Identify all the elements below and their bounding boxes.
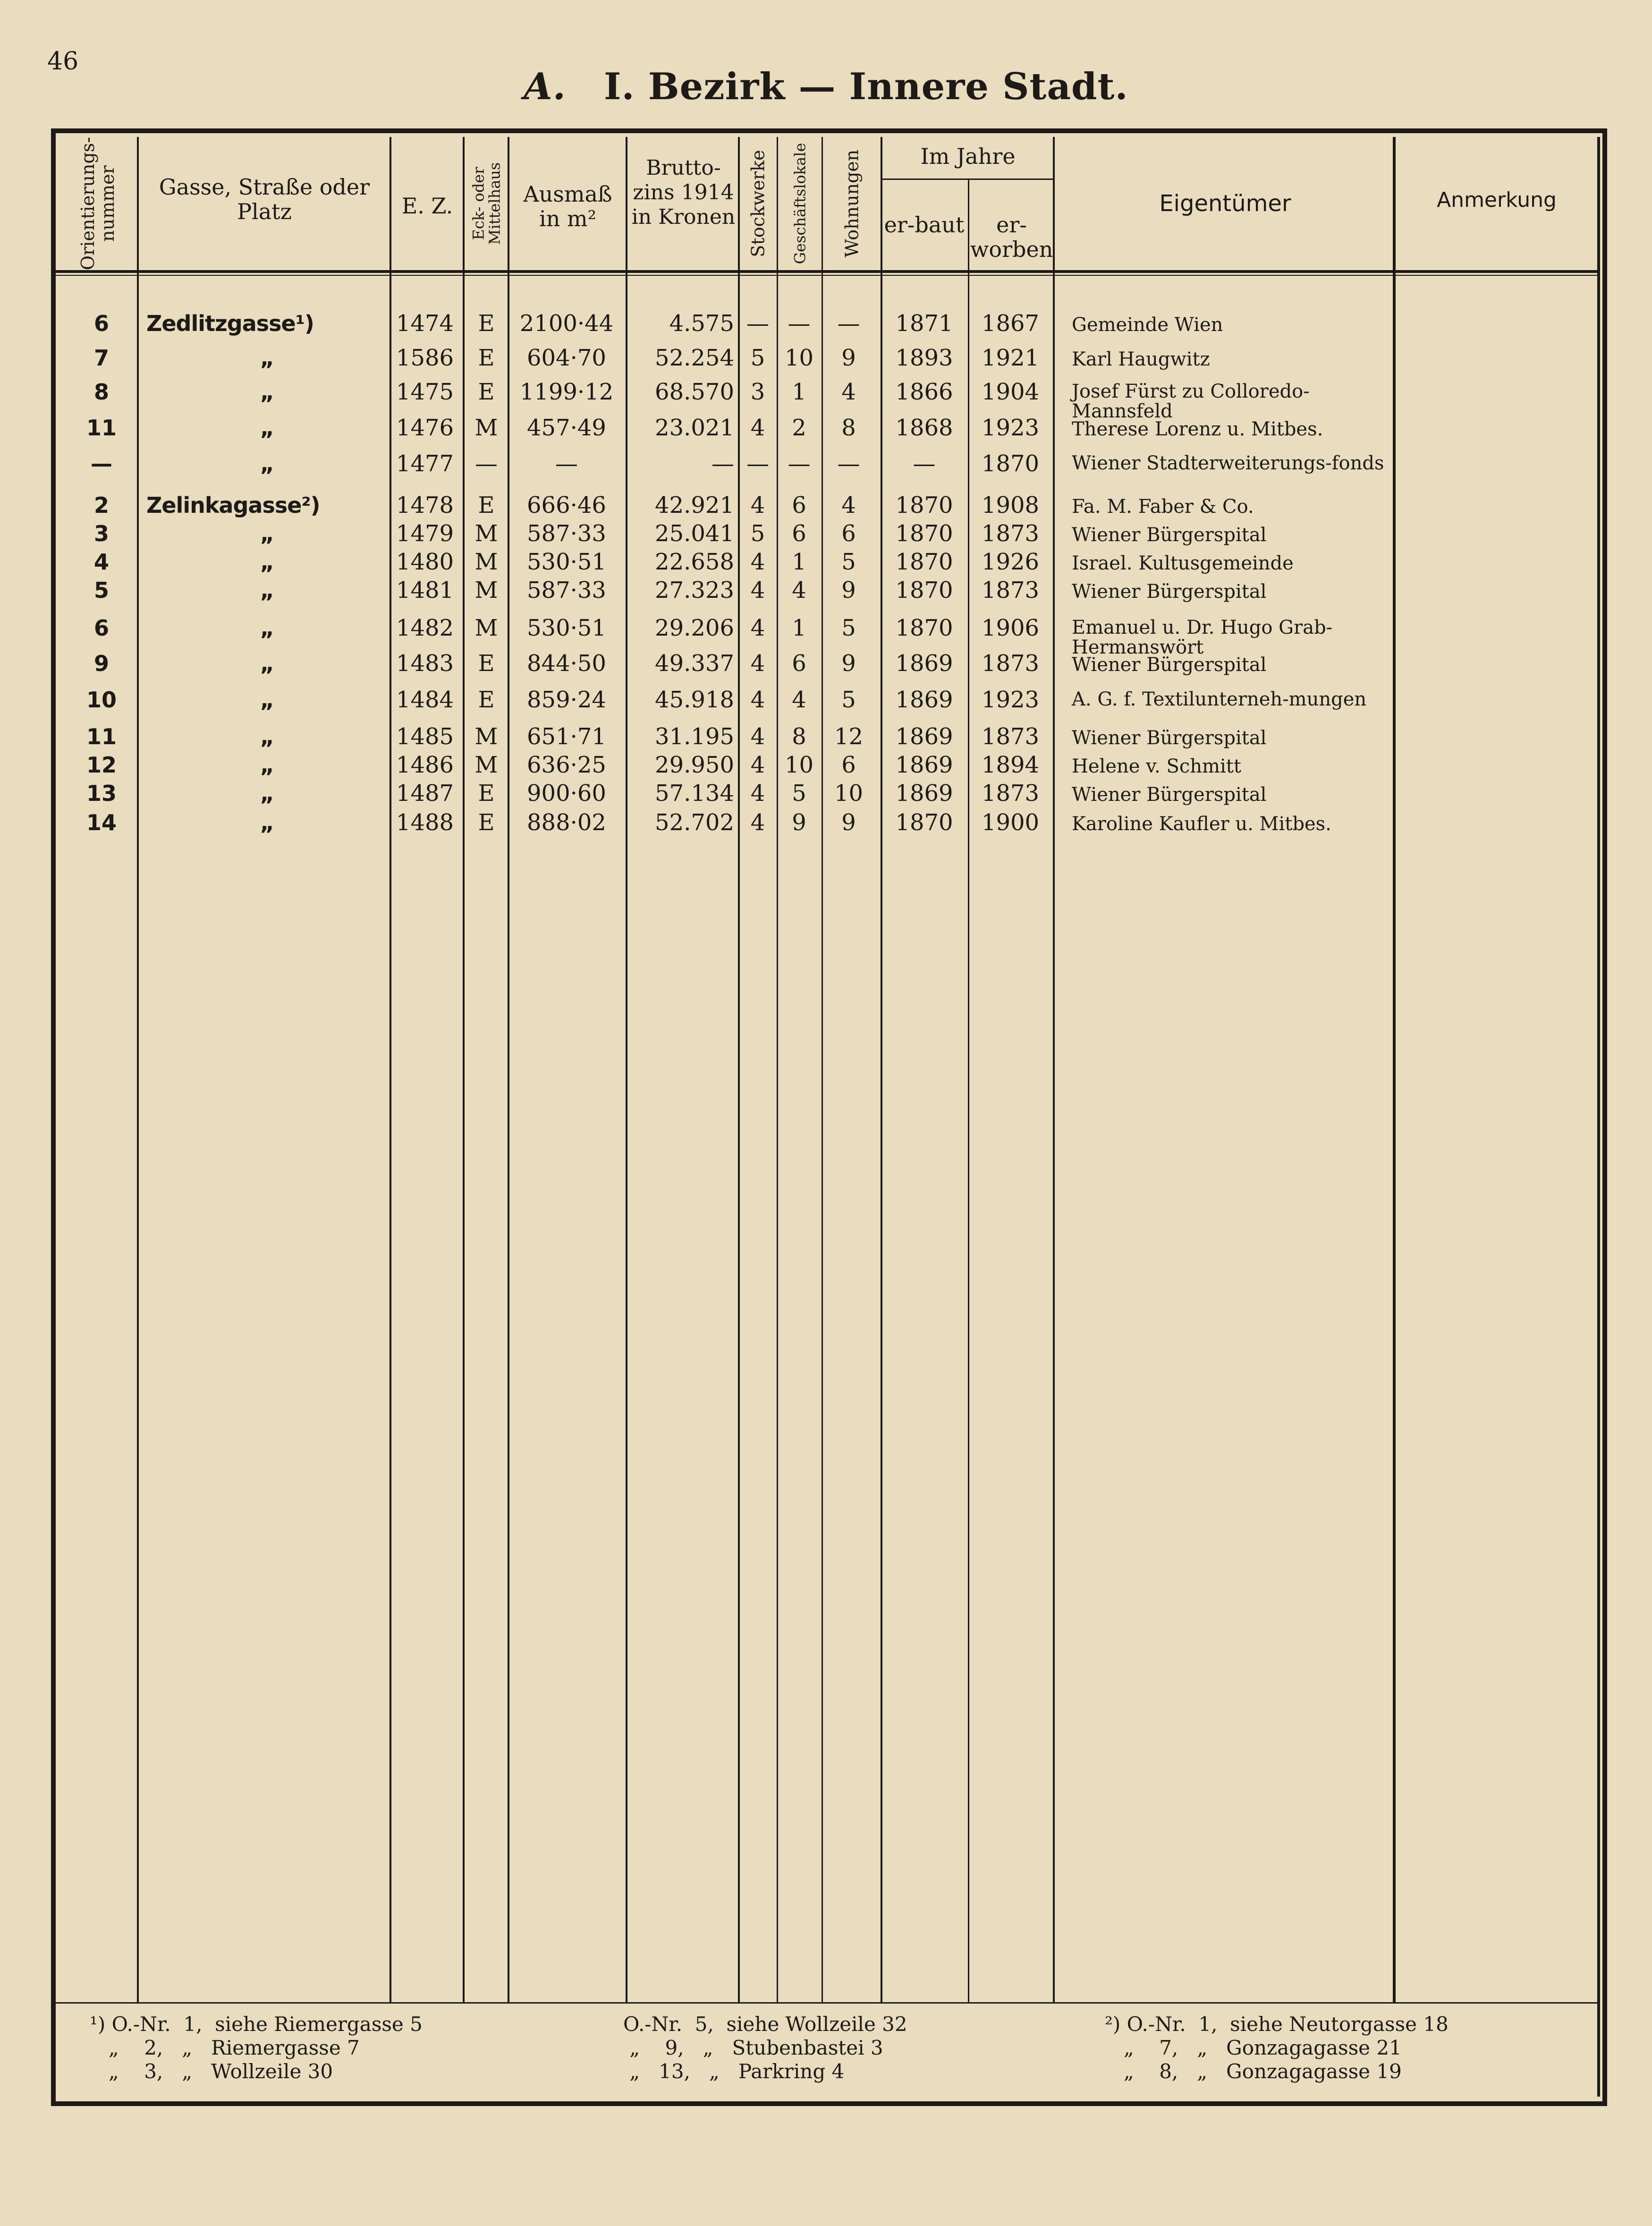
header-stockwerke: Stockwerke <box>748 150 769 257</box>
cell-erworben: 1926 <box>981 549 1040 575</box>
cell-eigentuemer: Karoline Kaufler u. Mitbes. <box>1072 813 1331 835</box>
footnote-col-3 <box>1105 2013 1449 2083</box>
cell-nr: 11 <box>86 415 117 441</box>
cell-stock: 5 <box>750 345 765 371</box>
cell-gesch: 8 <box>792 723 806 750</box>
cell-eigentuemer: Emanuel u. Dr. Hugo Grab-Hermanswört <box>1072 617 1333 658</box>
cell-zins: 31.195 <box>655 723 734 750</box>
cell-zins: 49.337 <box>655 650 734 677</box>
cell-wohn: 4 <box>841 492 856 518</box>
cell-ausmass: 604·70 <box>527 345 606 371</box>
cell-erworben: 1873 <box>981 780 1040 807</box>
cell-nr: 10 <box>86 687 117 713</box>
cell-ez: 1475 <box>396 379 454 405</box>
cell-erworben: 1904 <box>981 379 1040 405</box>
cell-ausmass: 859·24 <box>527 687 606 713</box>
cell-wohn: 4 <box>841 379 856 405</box>
table-row <box>0 414 1652 442</box>
cell-erbaut: 1869 <box>895 650 953 677</box>
cell-zins: 42.921 <box>655 492 734 518</box>
table-row <box>0 309 1652 338</box>
cell-nr: 7 <box>93 345 109 371</box>
cell-nr: 8 <box>93 379 109 405</box>
cell-eigentuemer: Wiener Stadterweiterungs-fonds <box>1072 452 1384 474</box>
cell-eigentuemer: Josef Fürst zu Colloredo-Mannsfeld <box>1072 381 1310 422</box>
cell-erworben: 1894 <box>981 752 1040 778</box>
cell-wohn: 5 <box>841 549 856 575</box>
cell-ez: 1481 <box>396 577 454 603</box>
cell-stock: 4 <box>750 577 765 603</box>
cell-stock: 4 <box>750 650 765 677</box>
cell-ausmass: 457·49 <box>527 415 606 441</box>
cell-ez: 1480 <box>396 549 454 575</box>
cell-erbaut: 1871 <box>895 310 953 337</box>
cell-ausmass: 666·46 <box>527 492 606 518</box>
footnote-col-2 <box>623 2013 907 2083</box>
cell-gesch: 10 <box>784 345 814 371</box>
table-row <box>0 378 1652 422</box>
cell-em: E <box>478 809 495 836</box>
footnote-line: „ 13, „ Parkring 4 <box>623 2060 845 2083</box>
cell-em: M <box>474 615 498 641</box>
cell-eigentuemer: Gemeinde Wien <box>1072 314 1223 336</box>
cell-erworben: 1900 <box>981 809 1040 836</box>
cell-stock: 3 <box>750 379 765 405</box>
cell-eigentuemer: Helene v. Schmitt <box>1072 756 1241 777</box>
header-im-jahre: Im Jahre <box>920 144 1016 169</box>
table-row <box>0 779 1652 807</box>
cell-eigentuemer: Wiener Bürgerspital <box>1072 524 1267 546</box>
cell-gesch: 6 <box>792 492 806 518</box>
cell-erbaut: 1870 <box>895 809 953 836</box>
cell-zins: 4.575 <box>669 310 734 337</box>
footnote-line: ²) O.-Nr. 1, siehe Neutorgasse 18 <box>1105 2013 1449 2036</box>
cell-ausmass: 587·33 <box>527 520 606 547</box>
cell-em: M <box>474 752 498 778</box>
cell-wohn: 6 <box>841 752 856 778</box>
cell-erbaut: 1893 <box>895 345 953 371</box>
cell-em: E <box>478 345 495 371</box>
cell-erbaut: 1870 <box>895 492 953 518</box>
cell-gesch: — <box>788 450 811 477</box>
header-orientierungsnummer: Orientierungs- nummer <box>77 136 119 271</box>
cell-erworben: 1908 <box>981 492 1040 518</box>
cell-nr: 13 <box>86 781 117 806</box>
cell-gesch: 2 <box>792 415 806 441</box>
cell-erbaut: — <box>913 450 936 477</box>
cell-wohn: 5 <box>841 615 856 641</box>
table-row <box>0 722 1652 751</box>
header-bruttozins: Brutto-zins 1914 in Kronen <box>631 156 736 229</box>
footnote-line: „ 9, „ Stubenbastei 3 <box>623 2036 883 2059</box>
cell-erbaut: 1870 <box>895 615 953 641</box>
cell-wohn: 12 <box>834 723 864 750</box>
cell-eigentuemer: Karl Haugwitz <box>1072 348 1210 370</box>
im-jahre-rule <box>881 178 1053 180</box>
cell-erbaut: 1869 <box>895 723 953 750</box>
cell-eigentuemer: Therese Lorenz u. Mitbes. <box>1072 418 1323 440</box>
cell-em: E <box>478 780 495 807</box>
table-row <box>0 576 1652 604</box>
cell-eigentuemer: Israel. Kultusgemeinde <box>1072 552 1294 574</box>
header-anmerkung: Anmerkung <box>1437 188 1557 212</box>
cell-erworben: 1873 <box>981 520 1040 547</box>
cell-zins: 52.702 <box>655 809 734 836</box>
cell-stock: — <box>746 450 769 477</box>
cell-stock: 4 <box>750 492 765 518</box>
cell-gasse: „ <box>260 651 274 676</box>
cell-gasse: „ <box>260 451 274 476</box>
cell-ausmass: — <box>555 450 578 477</box>
cell-gasse: „ <box>260 578 274 603</box>
cell-gesch: 6 <box>792 650 806 677</box>
cell-stock: — <box>746 310 769 337</box>
cell-erworben: 1923 <box>981 687 1040 713</box>
cell-nr: 2 <box>93 493 109 518</box>
cell-zins: 45.918 <box>655 687 734 713</box>
cell-erworben: 1923 <box>981 415 1040 441</box>
cell-zins: 22.658 <box>655 549 734 575</box>
cell-ausmass: 530·51 <box>527 615 606 641</box>
cell-ez: 1478 <box>396 492 454 518</box>
cell-ez: 1476 <box>396 415 454 441</box>
cell-ez: 1485 <box>396 723 454 750</box>
cell-gasse: „ <box>260 549 274 575</box>
footnote-line: „ 8, „ Gonzagagasse 19 <box>1105 2060 1402 2083</box>
cell-erbaut: 1870 <box>895 549 953 575</box>
cell-gesch: 4 <box>792 687 806 713</box>
table-row <box>0 344 1652 372</box>
cell-stock: 4 <box>750 615 765 641</box>
cell-eigentuemer: Wiener Bürgerspital <box>1072 654 1267 676</box>
header-eck-mittelhaus: Eck- oder Mittelhaus <box>469 162 504 245</box>
cell-nr: 4 <box>93 549 109 575</box>
cell-stock: 4 <box>750 687 765 713</box>
cell-wohn: — <box>837 450 860 477</box>
cell-wohn: 9 <box>841 809 856 836</box>
footnote-line: ¹) O.-Nr. 1, siehe Riemergasse 5 <box>90 2013 423 2036</box>
cell-zins: 25.041 <box>655 520 734 547</box>
cell-zins: 29.950 <box>655 752 734 778</box>
cell-zins: 68.570 <box>655 379 734 405</box>
cell-nr: 6 <box>93 615 109 641</box>
cell-eigentuemer: Wiener Bürgerspital <box>1072 784 1267 806</box>
cell-erbaut: 1869 <box>895 752 953 778</box>
cell-em: M <box>474 520 498 547</box>
cell-zins: 57.134 <box>655 780 734 807</box>
cell-erworben: 1873 <box>981 577 1040 603</box>
cell-zins: 27.323 <box>655 577 734 603</box>
table-row <box>0 548 1652 576</box>
header-rule-thin <box>56 275 1598 276</box>
cell-erbaut: 1866 <box>895 379 953 405</box>
cell-gesch: 1 <box>792 379 806 405</box>
table-row <box>0 614 1652 658</box>
cell-gesch: 10 <box>784 752 814 778</box>
cell-ausmass: 1199·12 <box>519 379 614 405</box>
cell-ez: 1483 <box>396 650 454 677</box>
cell-nr: — <box>91 451 112 476</box>
cell-ez: 1479 <box>396 520 454 547</box>
cell-ez: 1474 <box>396 310 454 337</box>
cell-erworben: 1873 <box>981 723 1040 750</box>
cell-stock: 5 <box>750 520 765 547</box>
cell-zins: — <box>712 450 734 477</box>
cell-ez: 1487 <box>396 780 454 807</box>
cell-zins: 23.021 <box>655 415 734 441</box>
cell-em: E <box>478 310 495 337</box>
cell-ez: 1482 <box>396 615 454 641</box>
cell-gasse: „ <box>260 521 274 546</box>
cell-erworben: 1870 <box>981 450 1040 477</box>
cell-gesch: 6 <box>792 520 806 547</box>
cell-erbaut: 1869 <box>895 687 953 713</box>
table-row <box>0 808 1652 837</box>
cell-em: M <box>474 723 498 750</box>
footnote-line: „ 2, „ Riemergasse 7 <box>90 2036 360 2059</box>
table-row <box>0 519 1652 548</box>
cell-wohn: — <box>837 310 860 337</box>
cell-nr: 3 <box>93 521 109 546</box>
footnote-line: „ 3, „ Wollzeile 30 <box>90 2060 333 2083</box>
cell-ez: 1586 <box>396 345 454 371</box>
cell-eigentuemer: A. G. f. Textilunterneh-mungen <box>1072 688 1367 710</box>
page-title <box>0 65 1652 108</box>
cell-nr: 14 <box>86 810 117 835</box>
header-erworben: er-worben <box>970 212 1053 262</box>
header-ausmass: Ausmaß in m² <box>523 181 612 231</box>
cell-nr: 12 <box>86 752 117 778</box>
cell-em: E <box>478 492 495 518</box>
cell-ausmass: 587·33 <box>527 577 606 603</box>
cell-ausmass: 844·50 <box>527 650 606 677</box>
section-letter: A. <box>524 65 566 108</box>
cell-ausmass: 900·60 <box>527 780 606 807</box>
cell-ausmass: 651·71 <box>527 723 606 750</box>
cell-gasse: „ <box>260 781 274 806</box>
cell-gasse: „ <box>260 615 274 641</box>
cell-ausmass: 888·02 <box>527 809 606 836</box>
cell-eigentuemer: Wiener Bürgerspital <box>1072 727 1267 749</box>
cell-em: E <box>478 687 495 713</box>
header-erbaut: er-baut <box>884 212 965 238</box>
footnote-line: „ 7, „ Gonzagagasse 21 <box>1105 2036 1402 2059</box>
cell-stock: 4 <box>750 415 765 441</box>
cell-gasse: „ <box>260 379 274 405</box>
cell-em: M <box>474 415 498 441</box>
cell-ez: 1484 <box>396 687 454 713</box>
table-row <box>0 649 1652 678</box>
cell-gesch: — <box>788 310 811 337</box>
cell-eigentuemer: Fa. M. Faber & Co. <box>1072 496 1254 518</box>
cell-gesch: 5 <box>792 780 806 807</box>
cell-gasse: „ <box>260 752 274 778</box>
cell-gesch: 9 <box>792 809 806 836</box>
cell-erworben: 1867 <box>981 310 1040 337</box>
cell-wohn: 9 <box>841 650 856 677</box>
cell-stock: 4 <box>750 549 765 575</box>
cell-nr: 6 <box>93 311 109 336</box>
cell-em: E <box>478 379 495 405</box>
cell-gasse: „ <box>260 415 274 441</box>
cell-erbaut: 1868 <box>895 415 953 441</box>
cell-erworben: 1873 <box>981 650 1040 677</box>
cell-stock: 4 <box>750 723 765 750</box>
cell-gesch: 4 <box>792 577 806 603</box>
cell-ez: 1486 <box>396 752 454 778</box>
cell-wohn: 9 <box>841 577 856 603</box>
cell-ausmass: 530·51 <box>527 549 606 575</box>
cell-nr: 5 <box>93 578 109 603</box>
header-gasse: Gasse, Straße oder Platz <box>159 174 370 224</box>
cell-zins: 29.206 <box>655 615 734 641</box>
cell-em: M <box>474 577 498 603</box>
table-row <box>0 751 1652 779</box>
footnote-line: O.-Nr. 5, siehe Wollzeile 32 <box>623 2013 907 2036</box>
table-row <box>0 450 1652 478</box>
cell-stock: 4 <box>750 752 765 778</box>
district-title: I. Bezirk — Innere Stadt. <box>603 65 1128 108</box>
cell-gesch: 1 <box>792 615 806 641</box>
cell-erworben: 1906 <box>981 615 1040 641</box>
header-eigentuemer: Eigentümer <box>1159 190 1291 217</box>
cell-wohn: 8 <box>841 415 856 441</box>
footer-rule <box>56 2002 1598 2004</box>
cell-wohn: 6 <box>841 520 856 547</box>
cell-gasse: Zelinkagasse²) <box>146 493 320 518</box>
footnote-col-1 <box>90 2013 423 2083</box>
cell-stock: 4 <box>750 809 765 836</box>
cell-em: E <box>478 650 495 677</box>
cell-em: — <box>475 450 498 477</box>
page-number: 46 <box>47 47 79 76</box>
header-wohnungen: Wohnungen <box>841 149 863 258</box>
cell-em: M <box>474 549 498 575</box>
cell-wohn: 5 <box>841 687 856 713</box>
cell-gasse: „ <box>260 810 274 835</box>
cell-zins: 52.254 <box>655 345 734 371</box>
header-ez: E. Z. <box>401 193 453 219</box>
cell-erbaut: 1870 <box>895 520 953 547</box>
cell-wohn: 10 <box>834 780 864 807</box>
cell-ez: 1488 <box>396 809 454 836</box>
cell-stock: 4 <box>750 780 765 807</box>
table-row <box>0 686 1652 714</box>
cell-ez: 1477 <box>396 450 454 477</box>
cell-ausmass: 2100·44 <box>519 310 614 337</box>
table-row <box>0 491 1652 519</box>
cell-ausmass: 636·25 <box>527 752 606 778</box>
cell-gesch: 1 <box>792 549 806 575</box>
cell-wohn: 9 <box>841 345 856 371</box>
cell-gasse: „ <box>260 345 274 371</box>
header-geschaeftslokale: Geschäftslokale <box>791 143 809 264</box>
cell-gasse: „ <box>260 687 274 713</box>
cell-erbaut: 1870 <box>895 577 953 603</box>
cell-eigentuemer: Wiener Bürgerspital <box>1072 581 1267 603</box>
cell-erbaut: 1869 <box>895 780 953 807</box>
cell-nr: 11 <box>86 724 117 749</box>
cell-nr: 9 <box>93 651 109 676</box>
cell-erworben: 1921 <box>981 345 1040 371</box>
cell-gasse: Zedlitzgasse¹) <box>146 311 314 336</box>
cell-gasse: „ <box>260 724 274 749</box>
header-rule <box>56 270 1598 273</box>
